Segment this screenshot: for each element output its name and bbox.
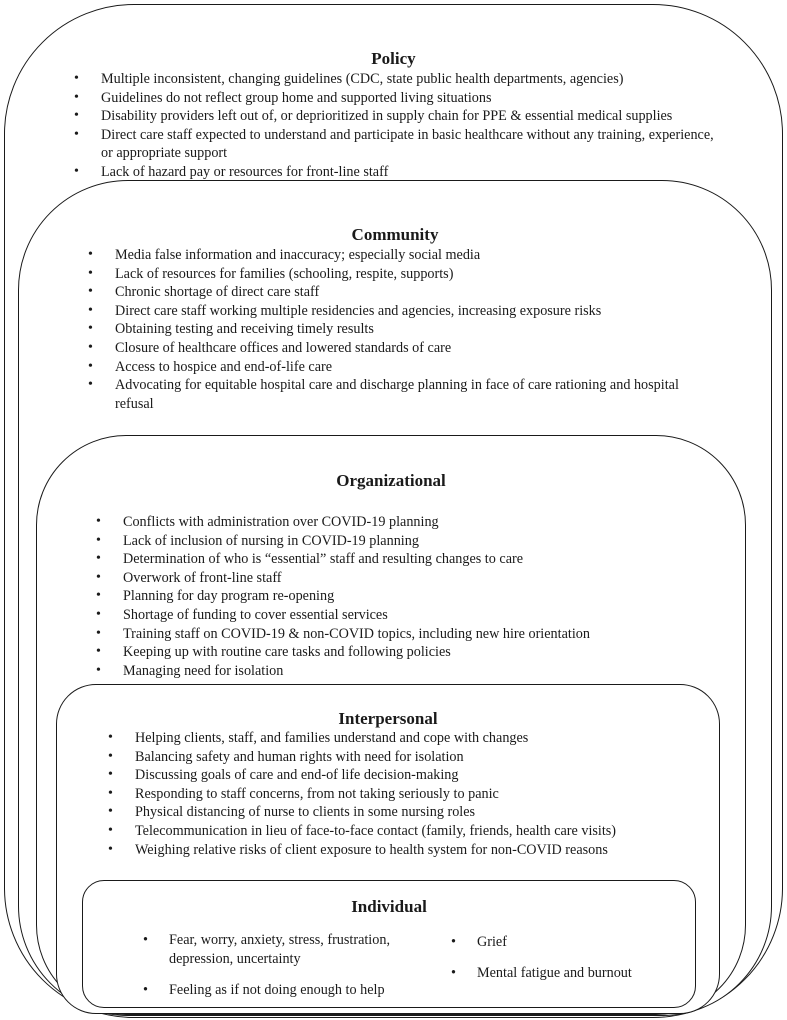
list-item: • Media false information and inaccuracy; especially social media xyxy=(85,246,685,265)
list-item: • Helping clients, staff, and families understand and cope with changes xyxy=(105,729,705,748)
list-item: • Direct care staff expected to understand and participate in basic healthcare without any training, experience, or appropriate support xyxy=(71,126,721,163)
list-item: • Access to hospice and end-of-life care xyxy=(85,358,685,377)
list-item xyxy=(451,933,697,952)
list-item: • Lack of inclusion of nursing in COVID-19 planning xyxy=(93,532,693,551)
list-item xyxy=(143,931,419,968)
list-item: • Multiple inconsistent, changing guidelines (CDC, state public health departments, agencies) xyxy=(71,70,721,89)
list-item: • Discussing goals of care and end-of life decision-making xyxy=(105,766,705,785)
list-item: • Balancing safety and human rights with need for isolation xyxy=(105,748,705,767)
bullet-icon: • xyxy=(143,982,148,998)
list-item: • Determination of who is “essential” staff and resulting changes to care xyxy=(93,550,693,569)
bullet-icon: • xyxy=(451,965,456,981)
list-item xyxy=(451,964,697,983)
list-item: • Managing need for isolation xyxy=(93,662,693,681)
list-item-text: Feeling as if not doing enough to help xyxy=(169,982,385,998)
community-heading: Community xyxy=(351,225,439,244)
bullet-icon: • xyxy=(451,934,456,950)
list-item: • Conflicts with administration over COVID-19 planning xyxy=(93,513,693,532)
list-item xyxy=(143,981,469,1000)
list-item: • Chronic shortage of direct care staff xyxy=(85,283,685,302)
individual-level-box xyxy=(82,880,696,1008)
list-item: • Closure of healthcare offices and lowered standards of care xyxy=(85,339,685,358)
list-item: • Planning for day program re-opening xyxy=(93,587,693,606)
list-item: • Physical distancing of nurse to clients in some nursing roles xyxy=(105,803,705,822)
list-item: • Advocating for equitable hospital care and discharge planning in face of care rationing and hospital refusal xyxy=(85,376,685,413)
list-item: • Obtaining testing and receiving timely results xyxy=(85,320,685,339)
community-list xyxy=(85,246,685,413)
interpersonal-heading: Interpersonal xyxy=(338,709,438,728)
list-item-text: Fear, worry, anxiety, stress, frustration, depression, uncertainty xyxy=(169,932,390,967)
list-item: • Disability providers left out of, or deprioritized in supply chain for PPE & essential medical supplies xyxy=(71,107,721,126)
list-item: • Keeping up with routine care tasks and following policies xyxy=(93,643,693,662)
list-item: • Shortage of funding to cover essential services xyxy=(93,606,693,625)
individual-heading: Individual xyxy=(351,897,427,916)
list-item: • Responding to staff concerns, from not taking seriously to panic xyxy=(105,785,705,804)
interpersonal-list xyxy=(105,729,705,859)
list-item: • Telecommunication in lieu of face-to-face contact (family, friends, health care visits) xyxy=(105,822,705,841)
list-item: • Direct care staff working multiple residencies and agencies, increasing exposure risks xyxy=(85,302,685,321)
list-item-text: Mental fatigue and burnout xyxy=(477,965,632,981)
bullet-icon: • xyxy=(143,932,148,948)
policy-heading: Policy xyxy=(371,49,416,68)
organizational-list xyxy=(93,513,693,680)
list-item: • Weighing relative risks of client exposure to health system for non-COVID reasons xyxy=(105,841,705,860)
list-item: • Training staff on COVID-19 & non-COVID topics, including new hire orientation xyxy=(93,625,693,644)
list-item: • Guidelines do not reflect group home and supported living situations xyxy=(71,89,721,108)
list-item-text: Grief xyxy=(477,934,507,950)
list-item: • Lack of resources for families (schooling, respite, supports) xyxy=(85,265,685,284)
organizational-heading: Organizational xyxy=(336,471,446,490)
list-item: • Overwork of front-line staff xyxy=(93,569,693,588)
policy-list xyxy=(71,70,721,182)
list-item: • Lack of hazard pay or resources for front-line staff xyxy=(71,163,721,182)
